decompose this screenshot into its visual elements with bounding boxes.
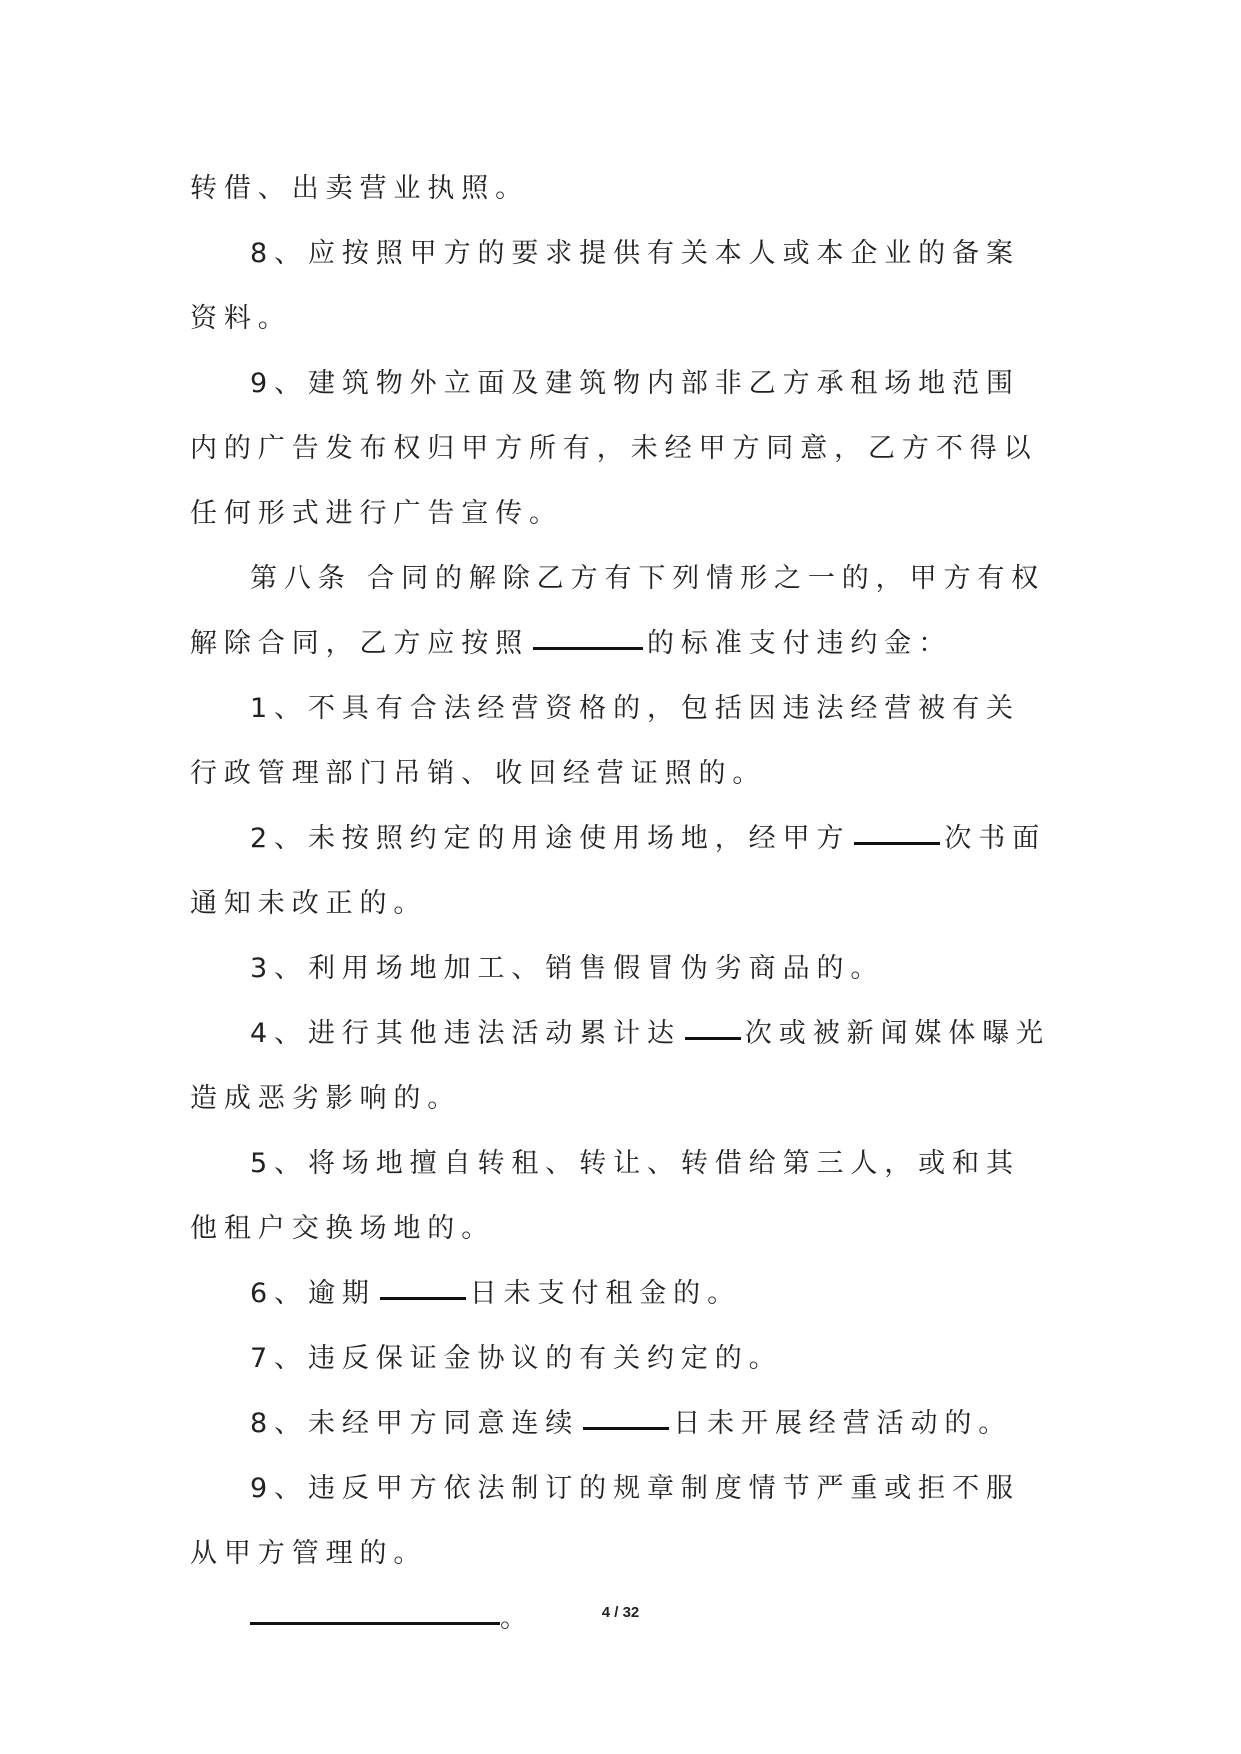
blank-fill-line-long (250, 1622, 500, 1625)
paragraph-clause-2 (190, 806, 1050, 936)
article-8-text-end: 的标准支付违约金： (647, 628, 953, 659)
clause-6-text-end: 日未支付租金的。 (469, 1278, 741, 1309)
clause-4-text-end: 次或被新闻媒体曝光造成恶劣影响的。 (190, 1018, 1050, 1114)
document-body (190, 156, 1050, 1651)
paragraph-clause-1: 1、不具有合法经营资格的，包括因违法经营被有关行政管理部门吊销、收回经营证照的。 (190, 693, 1020, 789)
paragraph-clause-6 (190, 1261, 1050, 1326)
blank-fill-line (533, 647, 643, 650)
paragraph-clause-4 (190, 1001, 1050, 1131)
blank-fill-line (380, 1297, 466, 1300)
article-8-text-start: 第八条 合同的解除乙方有下列情形之一的，甲方有权解除合同，乙方应按照 (190, 563, 1046, 659)
paragraph-item-8: 8、应按照甲方的要求提供有关本人或本企业的备案资料。 (190, 238, 1020, 334)
paragraph-clause-7: 7、违反保证金协议的有关约定的。 (250, 1343, 783, 1374)
clause-2-text-start: 2、未按照约定的用途使用场地，经甲方 (250, 823, 851, 854)
blank-fill-line (854, 842, 940, 845)
clause-4-text-start: 4、进行其他违法活动累计达 (250, 1018, 681, 1049)
paragraph-clause-9: 9、违反甲方依法制订的规章制度情节严重或拒不服从甲方管理的。 (190, 1473, 1020, 1569)
paragraph-item-9-advertising: 9、建筑物外立面及建筑物内部非乙方承租场地范围内的广告发布权归甲方所有，未经甲方同意，乙方不得以任何形式进行广告宣传。 (190, 368, 1038, 529)
page-number: 4 / 32 (601, 1604, 640, 1621)
blank-fill-line (685, 1037, 741, 1040)
clause-6-text-start: 6、逾期 (250, 1278, 376, 1309)
paragraph-clause-3: 3、利用场地加工、销售假冒伪劣商品的。 (250, 953, 885, 984)
paragraph-continuation: 转借、出卖营业执照。 (190, 173, 529, 204)
clause-8-text-end: 日未开展经营活动的。 (673, 1408, 1013, 1439)
paragraph-clause-5: 5、将场地擅自转租、转让、转借给第三人，或和其他租户交换场地的。 (190, 1148, 1020, 1244)
clause-8-text-start: 8、未经甲方同意连续 (250, 1408, 580, 1439)
blank-fill-line (583, 1427, 669, 1430)
clause-2-text-end: 次书面通知未改正的。 (190, 823, 1047, 919)
blank-line-period: 。 (500, 1603, 534, 1634)
paragraph-clause-8 (190, 1391, 1050, 1456)
paragraph-article-8 (190, 546, 1050, 676)
